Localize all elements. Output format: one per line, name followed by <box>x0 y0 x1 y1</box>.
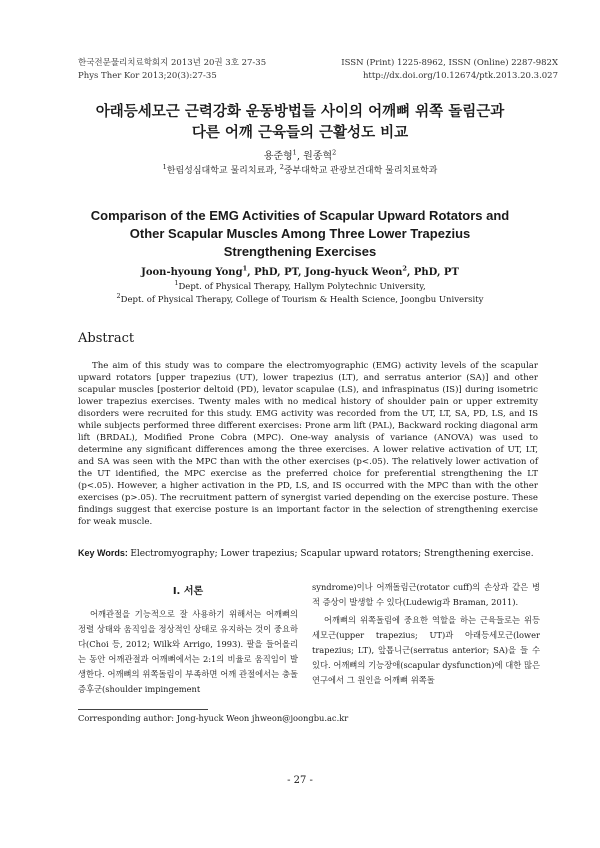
journal-header-left <box>78 57 266 83</box>
english-author-2-suffix: , PhD, PT <box>406 267 459 278</box>
english-aff-1-line <box>30 281 570 294</box>
korean-aff-1-sup: 1 <box>162 163 167 171</box>
korean-author-2: 원종혁 <box>303 151 333 162</box>
korean-aff-2-sup: 2 <box>279 163 284 171</box>
english-aff-2-sup: 2 <box>116 292 121 301</box>
english-aff-1: Dept. of Physical Therapy, Hallym Polytechnic University, <box>178 282 426 292</box>
korean-author-separator: , <box>296 151 304 162</box>
english-author-1: Joon-hyoung Yong <box>141 267 243 278</box>
journal-citation-english: Phys Ther Kor 2013;20(3):27-35 <box>78 71 217 81</box>
journal-citation-korean: 한국전문물리치료학회지 2013년 20권 3호 27-35 <box>78 58 267 68</box>
footnote-divider <box>78 709 208 710</box>
keywords <box>78 547 548 560</box>
body-left-column <box>78 580 298 697</box>
corresponding-author-footnote: Corresponding author: Jong-hyuck Weon jhweon@joongbu.ac.kr <box>78 713 349 723</box>
english-title-line-3: Strengthening Exercises <box>223 244 377 259</box>
body-right-column <box>312 580 540 688</box>
english-title-line-1: Comparison of the EMG Activities of Scapular Upward Rotators and <box>90 208 510 223</box>
english-aff-1-sup: 1 <box>174 279 179 288</box>
section-heading-introduction: Ⅰ. 서론 <box>172 586 204 597</box>
english-affiliations <box>30 281 570 307</box>
english-author-2-sup: 2 <box>402 264 407 273</box>
english-title-line-2: Other Scapular Muscles Among Three Lower Trapezius <box>129 226 471 241</box>
keywords-label: Key Words: <box>78 548 131 558</box>
korean-aff-1: 한림성심대학교 물리치료과, <box>166 166 280 176</box>
english-author-2: Jong-hyuck Weon <box>304 267 403 278</box>
korean-aff-2: 중부대학교 관광보건대학 물리치료학과 <box>283 166 438 176</box>
doi-link[interactable]: http://dx.doi.org/10.12674/ptk.2013.20.3.027 <box>362 71 558 81</box>
english-aff-2: Dept. of Physical Therapy, College of Tourism & Health Science, Joongbu University <box>120 295 484 305</box>
abstract-text: The aim of this study was to compare the electromyographic (EMG) activity levels of the scapular upward rotators [upper trapezius (UT), lower trapezius (LT), and serratus anterior (SA)] and other scapular muscles [posterior deltoid (PD), levator scapulae (LS), and infraspinatus (IS)] during isometric lower trapezius exercises. Twenty males with no medical history of shoulder pain or upper extremity disorders were recruited for this study. EMG activity was recorded from the UT, LT, SA, PD, LS, and IS while subjects performed three different exercises: Prone arm lift (PAL), Backward rocking diagonal arm lift (BRDAL), Modified Prone Cobra (MPC). One-way analysis of variance (ANOVA) was used to determine any significant differences among the three exercises. A lower relative activation of UT, LT, and SA was seen with the MPC than with the other exercises (p<.05). The relatively lower activation of the UT identified, the MPC exercise as the preferred choice for preferential strengthening the LT (p<.05). However, a higher activation in the PD, LS, and IS occurred with the MPC than with the other exercises (p>.05). The recruitment pattern of synergist varied depending on the exercise posture. These findings suggest that exercise posture is an important factor in the selection of strengthening exercise for weak muscle. <box>78 361 538 527</box>
english-authors <box>30 266 570 280</box>
korean-author-1-sup: 1 <box>292 148 297 157</box>
intro-paragraph-1: 어깨관절을 기능적으로 잘 사용하기 위해서는 어깨뼈의 정렬 상태와 움직임을 정상적인 상태로 유지하는 것이 중요하다(Choi 등, 2012; Wilk와 Arrigo, 1993). 팔을 들어올리는 동안 어깨관절과 어깨뼈에서는 2:1의 비율로 움직임이 발생한다. 어깨뼈의 위쪽돌림이 부족하면 어깨 관절에서는 충돌증후군(shoulder impingement <box>78 609 298 694</box>
issn-line: ISSN (Print) 1225-8962, ISSN (Online) 2287-982X <box>341 58 558 68</box>
english-aff-2-line <box>30 294 570 307</box>
korean-affiliations <box>30 165 570 178</box>
english-title <box>40 207 560 261</box>
korean-authors <box>30 150 570 164</box>
english-author-1-suffix: , PhD, PT, <box>247 267 305 278</box>
page-number: - 27 - <box>287 775 313 786</box>
abstract-heading: Abstract <box>78 331 135 346</box>
korean-title-line-1: 아래등세모근 근력강화 운동방법들 사이의 어깨뼈 위쪽 돌림근과 <box>95 104 505 120</box>
korean-author-1: 용준형 <box>263 151 293 162</box>
journal-header-right <box>341 57 558 83</box>
korean-author-2-sup: 2 <box>332 148 337 157</box>
english-author-1-sup: 1 <box>242 264 248 273</box>
intro-paragraph-continued: syndrome)이나 어깨돌림근(rotator cuff)의 손상과 같은 병적 증상이 발생할 수 있다(Ludewig과 Braman, 2011). <box>312 582 540 607</box>
korean-title-line-2: 다른 어깨 근육들의 근활성도 비교 <box>191 125 409 141</box>
korean-title <box>30 102 570 144</box>
intro-paragraph-2: 어깨뼈의 위쪽돌림에 중요한 역할을 하는 근육들로는 위등세모근(upper trapezius; UT)과 아래등세모근(lower trapezius; LT), 앞톱니근(serratus anterior; SA)을 들 수 있다. 어깨뼈의 기능장애(scapular dysfunction)에 대한 많은 연구에서 그 원인을 어깨뼈 위쪽돌 <box>312 615 540 685</box>
keywords-text: Electromyography; Lower trapezius; Scapular upward rotators; Strengthening exercise. <box>130 549 534 559</box>
